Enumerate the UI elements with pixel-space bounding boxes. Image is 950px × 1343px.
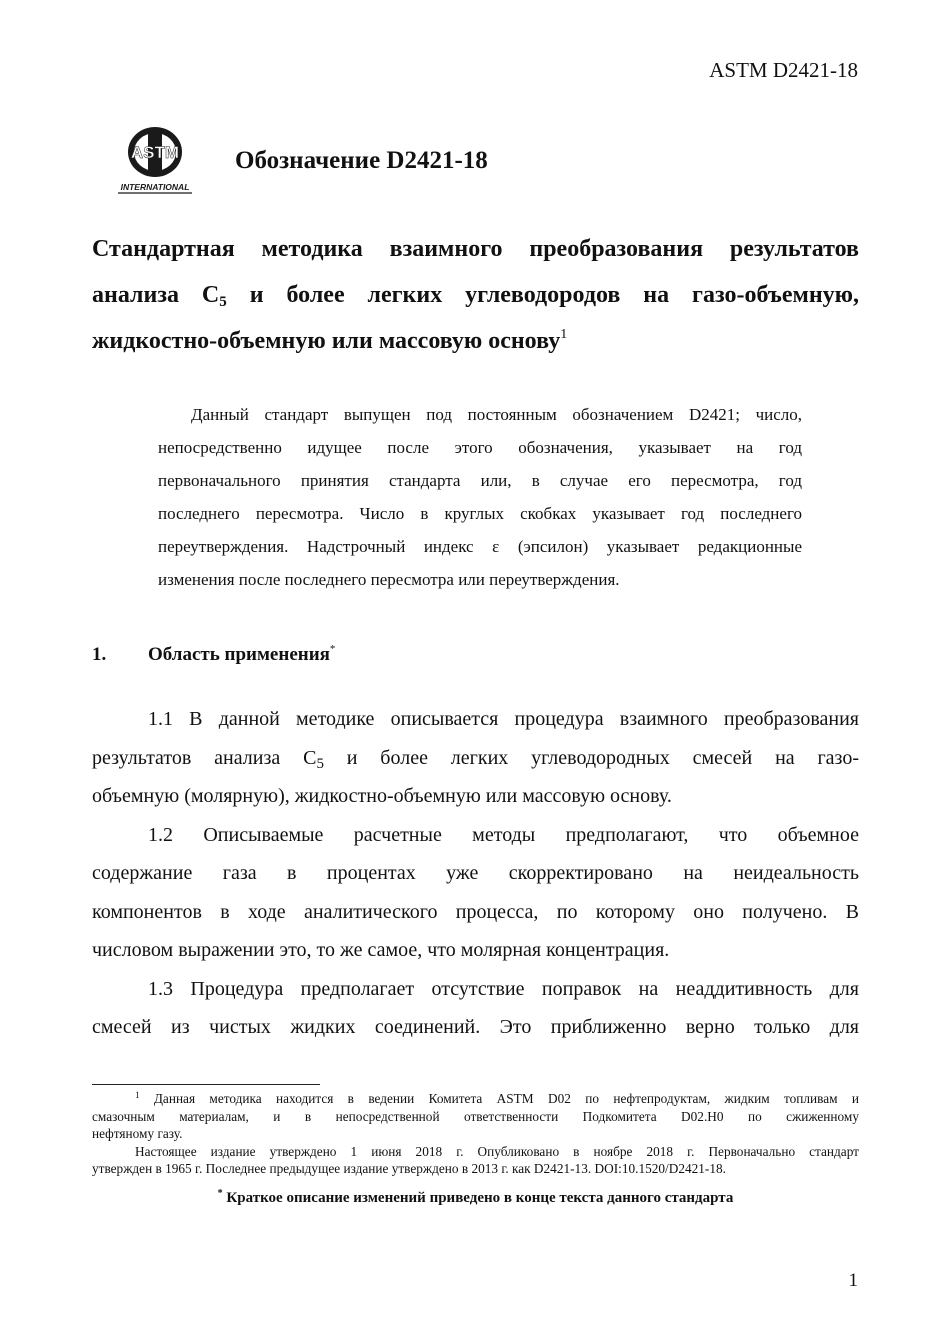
footnote-mark: 1	[135, 1090, 140, 1100]
title-line	[92, 318, 859, 364]
section-body	[92, 700, 859, 1047]
body-line: 1.2 Описываемые расчетные методы предполагают, что объемное	[148, 823, 859, 846]
body-line: 1.3 Процедура предполагает отсутствие поправок на неаддитивность для	[148, 977, 859, 1000]
paragraph-1-3	[92, 970, 859, 1047]
subscript: 5	[219, 294, 227, 310]
footnote-ref: 1	[560, 327, 568, 342]
body-line: объемную (молярную), жидкостно-объемную или массовую основу.	[92, 785, 672, 807]
body-line: числовом выражении это, то же самое, что молярная концентрация.	[92, 939, 670, 961]
body-line: смесей из чистых жидких соединений. Это приближенно верно только для	[92, 1016, 859, 1038]
body-line	[92, 739, 859, 778]
section-number: 1.	[92, 644, 107, 665]
footnote-ref: *	[329, 643, 336, 655]
footnote-mark: *	[217, 1188, 223, 1199]
document-code-header: ASTM D2421-18	[709, 58, 858, 82]
subscript: 5	[316, 755, 324, 772]
footnote-line	[92, 1090, 859, 1108]
footnote-divider	[92, 1084, 320, 1085]
footnote-line: нефтяному газу.	[92, 1126, 183, 1141]
footnote-text: Данная методика находится в ведении Комитета ASTM D02 по нефтепродуктам, жидким топливам и	[139, 1091, 859, 1106]
logo-international: INTERNATIONAL	[120, 182, 190, 192]
section-heading	[92, 644, 335, 666]
body-line: 1.1 В данной методике описывается процедура взаимного преобразования	[148, 708, 859, 730]
notice-line: Данный стандарт выпущен под постоянным обозначением D2421; число,	[191, 405, 802, 424]
page-number: 1	[848, 1270, 858, 1291]
standard-notice	[158, 398, 802, 596]
notice-line: первоначального принятия стандарта или, в случае его пересмотра, год	[158, 471, 802, 490]
title-line: Стандартная методика взаимного преобразования результатов	[92, 236, 859, 262]
paragraph-1-2	[92, 816, 859, 970]
notice-line: последнего пересмотра. Число в круглых скобках указывает год последнего	[158, 504, 802, 523]
astm-logo	[114, 126, 196, 196]
title-line	[92, 272, 859, 318]
title-text: анализа С	[92, 282, 220, 308]
section-title: Область применения	[148, 644, 330, 665]
footnote-line: утвержден в 1965 г. Последнее предыдущее издание утверждено в 2013 г. как D2421-13. DOI:10.1520/D2421-18.	[92, 1161, 726, 1176]
footnote-line: Настоящее издание утверждено 1 июня 2018 г. Опубликовано в ноябре 2018 г. Первоначально стандарт	[135, 1143, 859, 1159]
notice-line: переутверждения. Надстрочный индекс ε (эпсилон) указывает редакционные	[158, 537, 802, 556]
notice-line: изменения после последнего пересмотра или переутверждения.	[158, 570, 620, 589]
body-line: компонентов в ходе аналитического процесса, по которому оно получено. В	[92, 900, 859, 923]
designation-heading: Обозначение D2421-18	[235, 147, 488, 174]
notice-line: непосредственно идущее после этого обозначения, указывает на год	[158, 438, 802, 457]
footnote-star	[92, 1190, 859, 1207]
body-line: содержание газа в процентах уже скорректировано на неидеальность	[92, 862, 859, 884]
body-text: результатов анализа С	[92, 746, 317, 769]
body-text: и более легких углеводородных смесей на газо-	[323, 746, 860, 769]
title-text: и более легких углеводородов на газо-объемную,	[226, 282, 859, 308]
astm-logo-graphic	[114, 126, 196, 196]
title-text: жидкостно-объемную или массовую основу	[92, 328, 561, 354]
logo-letters: ASTM	[130, 143, 180, 162]
paragraph-1-1	[92, 700, 859, 816]
document-title	[92, 226, 859, 364]
footnotes	[92, 1090, 859, 1178]
footnote-text: Краткое описание изменений приведено в конце текста данного стандарта	[222, 1190, 734, 1206]
footnote-line: смазочным материалам, и в непосредственной ответственности Подкомитета D02.H0 по сжиженному	[92, 1108, 859, 1124]
